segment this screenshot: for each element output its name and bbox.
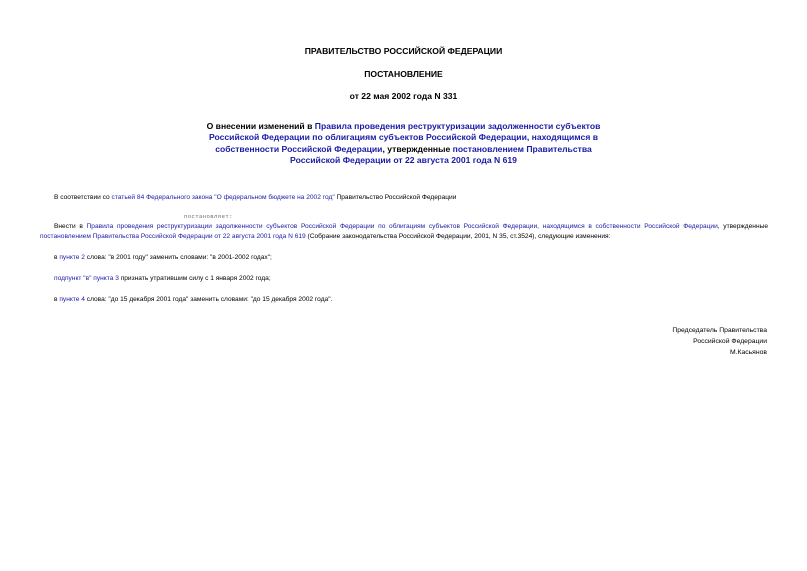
item-link-point-2[interactable]: пункте 2 bbox=[59, 254, 85, 261]
title-middle: , утвержденные bbox=[382, 143, 453, 154]
signature-name: М.Касьянов bbox=[729, 349, 767, 356]
preamble-link-law[interactable]: статьей 84 Федерального закона "О федеральном бюджете на 2002 год" bbox=[111, 194, 335, 201]
signature-position: Председатель Правительства bbox=[672, 327, 767, 334]
item-suffix: слова: "в 2001 году" заменить словами: "в 2001-2002 годах"; bbox=[84, 254, 272, 261]
decree-word: постановляет: bbox=[184, 213, 233, 220]
main-prefix: Внести в bbox=[54, 223, 87, 230]
item-link-point-4[interactable]: пункте 4 bbox=[59, 296, 85, 303]
main-link-rules[interactable]: Правила проведения реструктуризации задолженности субъектов Российской Федерации по облигациям субъектов Российской Федерации, находящимся в собственности Российской Федерации bbox=[86, 223, 718, 230]
item-link-subpoint-3[interactable]: подпункт "в" пункта 3 bbox=[54, 275, 119, 282]
main-suffix: (Собрание законодательства Российской Федерации, 2001, N 35, ст.3524), следующие изменения: bbox=[305, 233, 611, 240]
item-prefix: в bbox=[54, 296, 60, 303]
main-link-decree[interactable]: постановлением Правительства Российской Федерации от 22 августа 2001 года N 619 bbox=[40, 233, 306, 240]
title-link-decree[interactable]: постановлением Правительства Российской Федерации от 22 августа 2001 года N 619 bbox=[290, 143, 592, 166]
preamble-paragraph bbox=[54, 193, 774, 203]
title-prefix: О внесении изменений в bbox=[206, 121, 315, 131]
preamble-suffix: Правительство Российской Федерации bbox=[334, 194, 457, 201]
item-prefix: в bbox=[54, 254, 60, 261]
preamble-prefix: В соответствии со bbox=[54, 194, 112, 201]
date-number-heading: от 22 мая 2002 года N 331 bbox=[349, 91, 458, 101]
list-item bbox=[54, 274, 774, 284]
signature-block bbox=[672, 325, 767, 358]
title-link-rules[interactable]: Правила проведения реструктуризации задолженности субъектов Российской Федерации по облигациям субъектов Российской Федерации, находящимся в собственности Российской Федерации bbox=[208, 121, 601, 154]
document-type-heading: ПОСТАНОВЛЕНИЕ bbox=[364, 69, 443, 79]
item-suffix: признать утратившим силу с 1 января 2002 года; bbox=[118, 275, 271, 282]
main-middle: , утвержденные bbox=[717, 223, 768, 230]
list-item bbox=[54, 295, 774, 305]
signature-country: Российской Федерации bbox=[693, 338, 767, 345]
document-title bbox=[200, 121, 607, 167]
list-item bbox=[54, 253, 774, 263]
main-paragraph bbox=[40, 222, 768, 242]
government-heading: ПРАВИТЕЛЬСТВО РОССИЙСКОЙ ФЕДЕРАЦИИ bbox=[304, 46, 503, 56]
item-suffix: слова: "до 15 декабря 2001 года" заменить словами: "до 15 декабря 2002 года". bbox=[84, 296, 333, 303]
